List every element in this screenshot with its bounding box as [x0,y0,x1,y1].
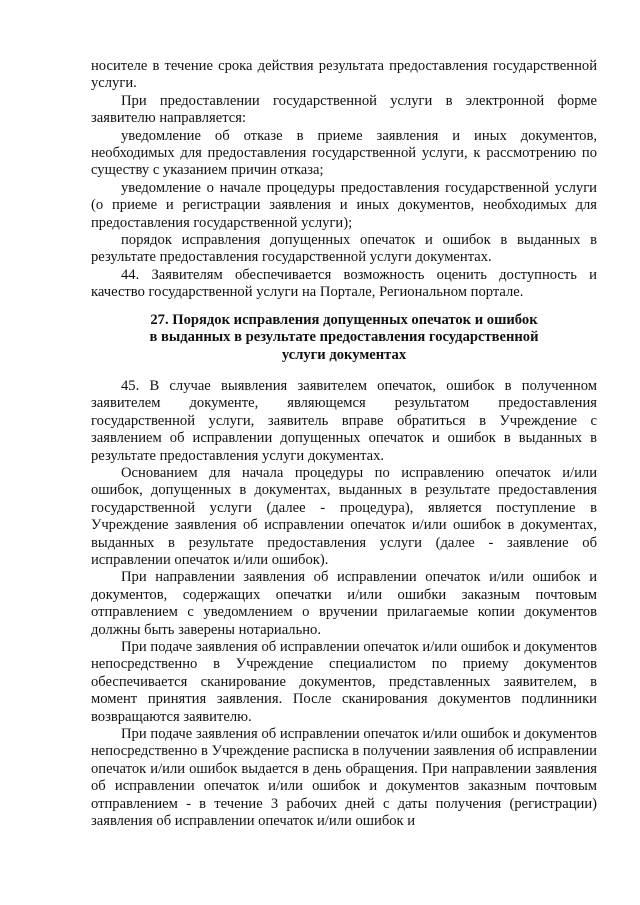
paragraph-start-notice: уведомление о начале процедуры предоставления государственной услуги (о приеме и регистрации заявления и иных документов, необходимых для предоставления государственной услуги); [91,179,597,231]
paragraph-in-person-scanning: При подаче заявления об исправлении опечаток и/или ошибок и документов непосредственно в Учреждение специалистом по приему документов обеспечивается сканирование документов, представленных заявителем, в момент принятия заявления. После сканирования документов подлинники возвращаются заявителю. [91,639,597,725]
section-heading [91,312,597,364]
paragraph-postal-submission: При направлении заявления об исправлении опечаток и/или ошибок и документов, содержащих опечатки и/или ошибки заказным почтовым отправлением с уведомлением о вручении прилагаемые копии документов должны быть заверены нотариально. [91,569,597,638]
paragraph-45: 45. В случае выявления заявителем опечаток, ошибок в полученном заявителем документе, являющемся результатом предоставления государственной услуги, заявитель вправе обратиться в Учреждение с заявлением об исправлении допущенных опечаток и ошибок в выданных в результате предоставления услуги документах. [91,377,597,464]
section-heading-line-3: услуги документах [281,346,407,363]
paragraph-correction-order: порядок исправления допущенных опечаток и ошибок в выданных в результате предоставления государственной услуги документах. [91,232,597,266]
section-heading-line-2: в выданных в результате предоставления государственной [149,329,539,346]
paragraph-receipt: При подаче заявления об исправлении опечаток и/или ошибок и документов непосредственно в Учреждение расписка в получении заявления об исправлении опечаток и/или ошибок выдается в день обращения. При направлении заявления об исправлении опечаток и/или ошибок и документов заказным почтовым отправлением - в течение 3 рабочих дней с даты получения (регистрации) заявления об исправлении опечаток и/или ошибок и [91,726,597,830]
section-heading-line-1: 27. Порядок исправления допущенных опечаток и ошибок [150,311,538,328]
paragraph-procedure-basis: Основанием для начала процедуры по исправлению опечаток и/или ошибок, допущенных в документах, выданных в результате предоставления государственной услуги (далее - процедура), является поступление в Учреждение заявления об исправлении опечаток и/или ошибок в документах, выданных в результате предоставления услуги (далее - заявление об исправлении опечаток и/или ошибок). [91,464,597,568]
paragraph-continuation: носителе в течение срока действия результата предоставления государственной услуги. [91,58,597,92]
document-body [91,58,597,830]
paragraph-refusal-notice: уведомление об отказе в приеме заявления и иных документов, необходимых для предоставления государственной услуги, к рассмотрению по существу с указанием причин отказа; [91,127,597,179]
paragraph-electronic-form: При предоставлении государственной услуги в электронной форме заявителю направляется: [91,92,597,127]
paragraph-44: 44. Заявителям обеспечивается возможность оценить доступность и качество государственной услуги на Портале, Региональном портале. [91,266,597,301]
